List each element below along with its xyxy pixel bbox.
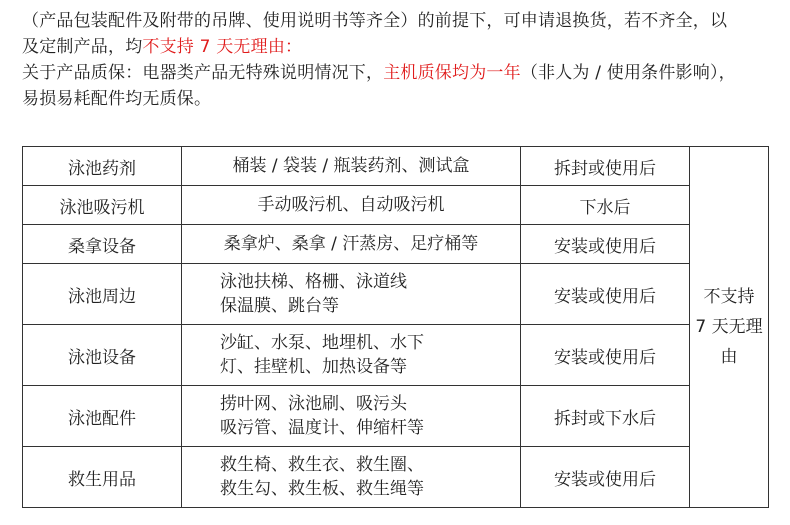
category-cell: 救生用品 bbox=[23, 447, 182, 508]
items-cell bbox=[182, 325, 521, 386]
condition-cell: 拆封或下水后 bbox=[521, 386, 690, 447]
items-line: 救生勾、救生板、救生绳等 bbox=[220, 479, 424, 499]
category-cell: 泳池设备 bbox=[23, 325, 182, 386]
category-cell: 泳池药剂 bbox=[23, 147, 182, 186]
items-line: 手动吸污机、自动吸污机 bbox=[257, 195, 445, 215]
intro-line-3-prefix: 关于产品质保：电器类产品无特殊说明情况下， bbox=[22, 63, 384, 83]
policy-note-cell bbox=[690, 147, 769, 508]
condition-cell: 安装或使用后 bbox=[521, 225, 690, 264]
intro-line-1-text: （产品包装配件及附带的吊牌、使用说明书等齐全）的前提下，可申请退换货，若不齐全，以 bbox=[22, 11, 728, 31]
items-line: 保温膜、跳台等 bbox=[220, 296, 339, 316]
condition-cell: 安装或使用后 bbox=[521, 264, 690, 325]
category-cell: 泳池吸污机 bbox=[23, 186, 182, 225]
policy-note-line-1: 不支持 bbox=[703, 287, 755, 307]
items-line: 桑拿炉、桑拿 / 汗蒸房、足疗桶等 bbox=[223, 234, 479, 254]
items-cell bbox=[182, 225, 521, 264]
items-cell bbox=[182, 386, 521, 447]
items-line: 桶装 / 袋装 / 瓶装药剂、测试盒 bbox=[232, 156, 470, 176]
items-line: 灯、挂壁机、加热设备等 bbox=[220, 357, 407, 377]
table-row bbox=[23, 447, 769, 508]
intro-line-1 bbox=[22, 8, 782, 34]
items-line: 吸污管、温度计、伸缩杆等 bbox=[220, 418, 424, 438]
table-row bbox=[23, 386, 769, 447]
return-policy-table bbox=[22, 146, 769, 508]
condition-cell: 安装或使用后 bbox=[521, 447, 690, 508]
items-line: 沙缸、水泵、地埋机、水下 bbox=[220, 333, 424, 353]
warranty-highlight: 主机质保均为一年 bbox=[383, 63, 521, 83]
intro-line-3-suffix: （非人为 / 使用条件影响）， bbox=[520, 63, 736, 83]
condition-cell: 拆封或使用后 bbox=[521, 147, 690, 186]
intro-line-4 bbox=[22, 86, 782, 112]
condition-cell: 下水后 bbox=[521, 186, 690, 225]
intro-line-4-text: 易损易耗配件均无质保。 bbox=[22, 89, 212, 109]
table-row bbox=[23, 325, 769, 386]
table-row bbox=[23, 264, 769, 325]
table-row bbox=[23, 147, 769, 186]
category-cell: 泳池配件 bbox=[23, 386, 182, 447]
items-line: 救生椅、救生衣、救生圈、 bbox=[220, 455, 424, 475]
items-line: 泳池扶梯、格栅、泳道线 bbox=[220, 272, 407, 292]
intro-text bbox=[22, 8, 782, 112]
intro-line-2 bbox=[22, 34, 782, 60]
policy-note-line-2: 7 天无理由 bbox=[695, 317, 763, 367]
table-row bbox=[23, 186, 769, 225]
category-cell: 桑拿设备 bbox=[23, 225, 182, 264]
items-cell bbox=[182, 264, 521, 325]
category-cell: 泳池周边 bbox=[23, 264, 182, 325]
condition-cell: 安装或使用后 bbox=[521, 325, 690, 386]
intro-line-2-prefix: 及定制产品，均 bbox=[22, 37, 143, 57]
items-line: 捞叶网、泳池刷、吸污头 bbox=[220, 394, 407, 414]
items-cell bbox=[182, 186, 521, 225]
items-cell bbox=[182, 447, 521, 508]
no-7-day-return-highlight: 不支持 7 天无理由： bbox=[142, 37, 303, 57]
items-cell bbox=[182, 147, 521, 186]
table-row bbox=[23, 225, 769, 264]
intro-line-3 bbox=[22, 60, 782, 86]
